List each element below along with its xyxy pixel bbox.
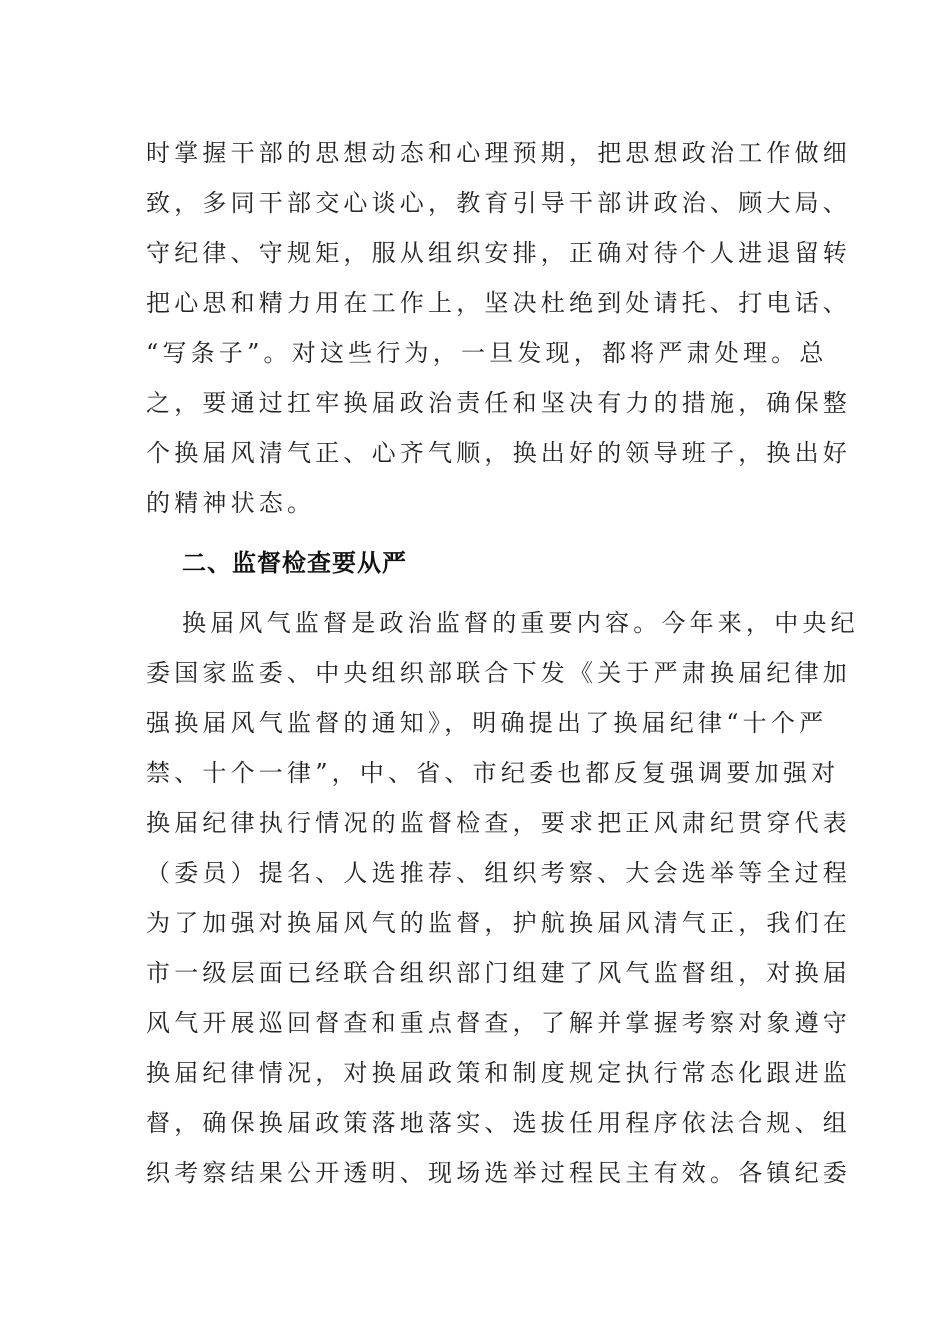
- paragraph-line: 市一级层面已经联合组织部门组建了风气监督组，对换届: [146, 959, 851, 987]
- paragraph-line: 个换届风清气正、心齐气顺，换出好的领导班子，换出好: [146, 439, 851, 467]
- paragraph-2: [146, 598, 859, 1198]
- paragraph-line: 督，确保换届政策落地落实、选拔任用程序依法合规、组: [146, 1109, 851, 1137]
- paragraph-line: 之，要通过扛牢换届政治责任和坚决有力的措施，确保整: [146, 389, 851, 417]
- paragraph-line: 风气开展巡回督查和重点督查，了解并掌握考察对象遵守: [146, 1009, 851, 1037]
- paragraph-line: 时掌握干部的思想动态和心理预期，把思想政治工作做细: [146, 139, 851, 167]
- paragraph-line: 织考察结果公开透明、现场选举过程民主有效。各镇纪委: [146, 1159, 851, 1187]
- paragraph-line: “写条子”。对这些行为，一旦发现，都将严肃处理。总: [146, 339, 828, 367]
- paragraph-line: 为了加强对换届风气的监督，护航换届风清气正，我们在: [146, 909, 851, 937]
- paragraph-line: 换届纪律情况，对换届政策和制度规定执行常态化跟进监: [146, 1059, 851, 1087]
- paragraph-line: 禁、十个一律”，中、省、市纪委也都反复强调要加强对: [146, 759, 840, 787]
- section-heading: 二、监督检查要从严: [182, 549, 407, 577]
- paragraph-line: 把心思和精力用在工作上，坚决杜绝到处请托、打电话、: [146, 289, 851, 317]
- paragraph-line: 的精神状态。: [146, 489, 316, 517]
- paragraph-line: 强换届风气监督的通知》，明确提出了换届纪律“十个严: [146, 709, 828, 737]
- paragraph-line: 换届纪律执行情况的监督检查，要求把正风肃纪贯穿代表: [146, 809, 851, 837]
- paragraph-line: 委国家监委、中央组织部联合下发《关于严肃换届纪律加: [146, 659, 851, 687]
- paragraph-line: 守纪律、守规矩，服从组织安排，正确对待个人进退留转: [146, 239, 851, 267]
- paragraph-1: [146, 128, 851, 528]
- paragraph-line: （委员）提名、人选推荐、组织考察、大会选举等全过程: [146, 859, 851, 887]
- paragraph-line: 致，多同干部交心谈心，教育引导干部讲政治、顾大局、: [146, 189, 851, 217]
- paragraph-first-line: 换届风气监督是政治监督的重要内容。今年来，中央纪: [182, 609, 859, 637]
